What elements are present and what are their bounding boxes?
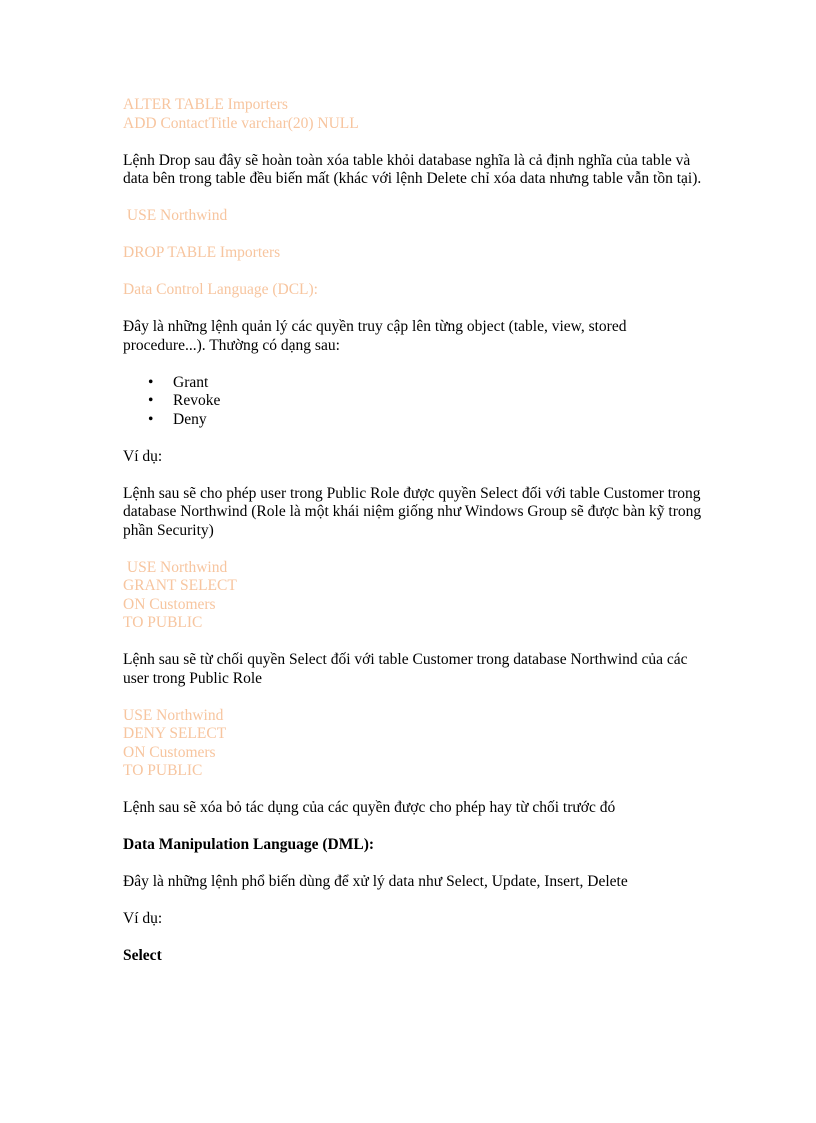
dml-paragraph: Đây là những lệnh phổ biến dùng để xử lý data như Select, Update, Insert, Delete [123, 873, 628, 890]
deny-code [123, 707, 703, 781]
dml-heading: Data Manipulation Language (DML): [123, 836, 375, 853]
alter-table-code [123, 96, 703, 133]
grant-code [123, 559, 703, 633]
dcl-paragraph: Đây là những lệnh quản lý các quyền truy cập lên từng object (table, view, stored procedure...). Thường có dạng sau: [123, 318, 627, 354]
example-label: Ví dụ: [123, 910, 163, 927]
use-northwind-code [123, 207, 703, 226]
grant-paragraph: Lệnh sau sẽ cho phép user trong Public Role được quyền Select đối với table Customer trong database Northwind (Role là một khái niệm giống như Windows Group sẽ được bàn kỹ trong phần Security) [123, 484, 702, 539]
revoke-paragraph: Lệnh sau sẽ xóa bỏ tác dụng của các quyền được cho phép hay từ chối trước đó [123, 799, 616, 816]
dcl-heading: Data Control Language (DCL): [123, 281, 318, 298]
code-line: ADD ContactTitle varchar(20) NULL [123, 114, 359, 132]
document-page [123, 96, 703, 984]
list-item: • Revoke [173, 392, 703, 411]
code-line: TO PUBLIC [123, 762, 203, 779]
code-line: GRANT SELECT [123, 577, 237, 594]
code-line: ON Customers [123, 595, 216, 613]
code-line: ON Customers [123, 743, 216, 761]
dcl-command-list [123, 374, 703, 430]
drop-table-code [123, 244, 703, 263]
code-line: TO PUBLIC [123, 614, 203, 631]
code-line: USE Northwind [123, 558, 228, 576]
example-label: Ví dụ: [123, 447, 163, 465]
code-line: USE Northwind [123, 207, 228, 224]
list-item: • Grant [173, 374, 703, 393]
select-heading: Select [123, 947, 162, 964]
drop-paragraph: Lệnh Drop sau đây sẽ hoàn toàn xóa table khỏi database nghĩa là cả định nghĩa của table và data bên trong table đều biến mất (khác với lệnh Delete chỉ xóa data nhưng table vẫn tồn tại). [123, 151, 702, 187]
list-item: • Deny [173, 411, 703, 430]
code-line: ALTER TABLE Importers [123, 96, 288, 113]
code-line: USE Northwind [123, 706, 224, 724]
code-line: DROP TABLE Importers [123, 244, 281, 261]
deny-paragraph: Lệnh sau sẽ từ chối quyền Select đối với table Customer trong database Northwind của các user trong Public Role [123, 651, 688, 687]
code-line: DENY SELECT [123, 725, 227, 742]
